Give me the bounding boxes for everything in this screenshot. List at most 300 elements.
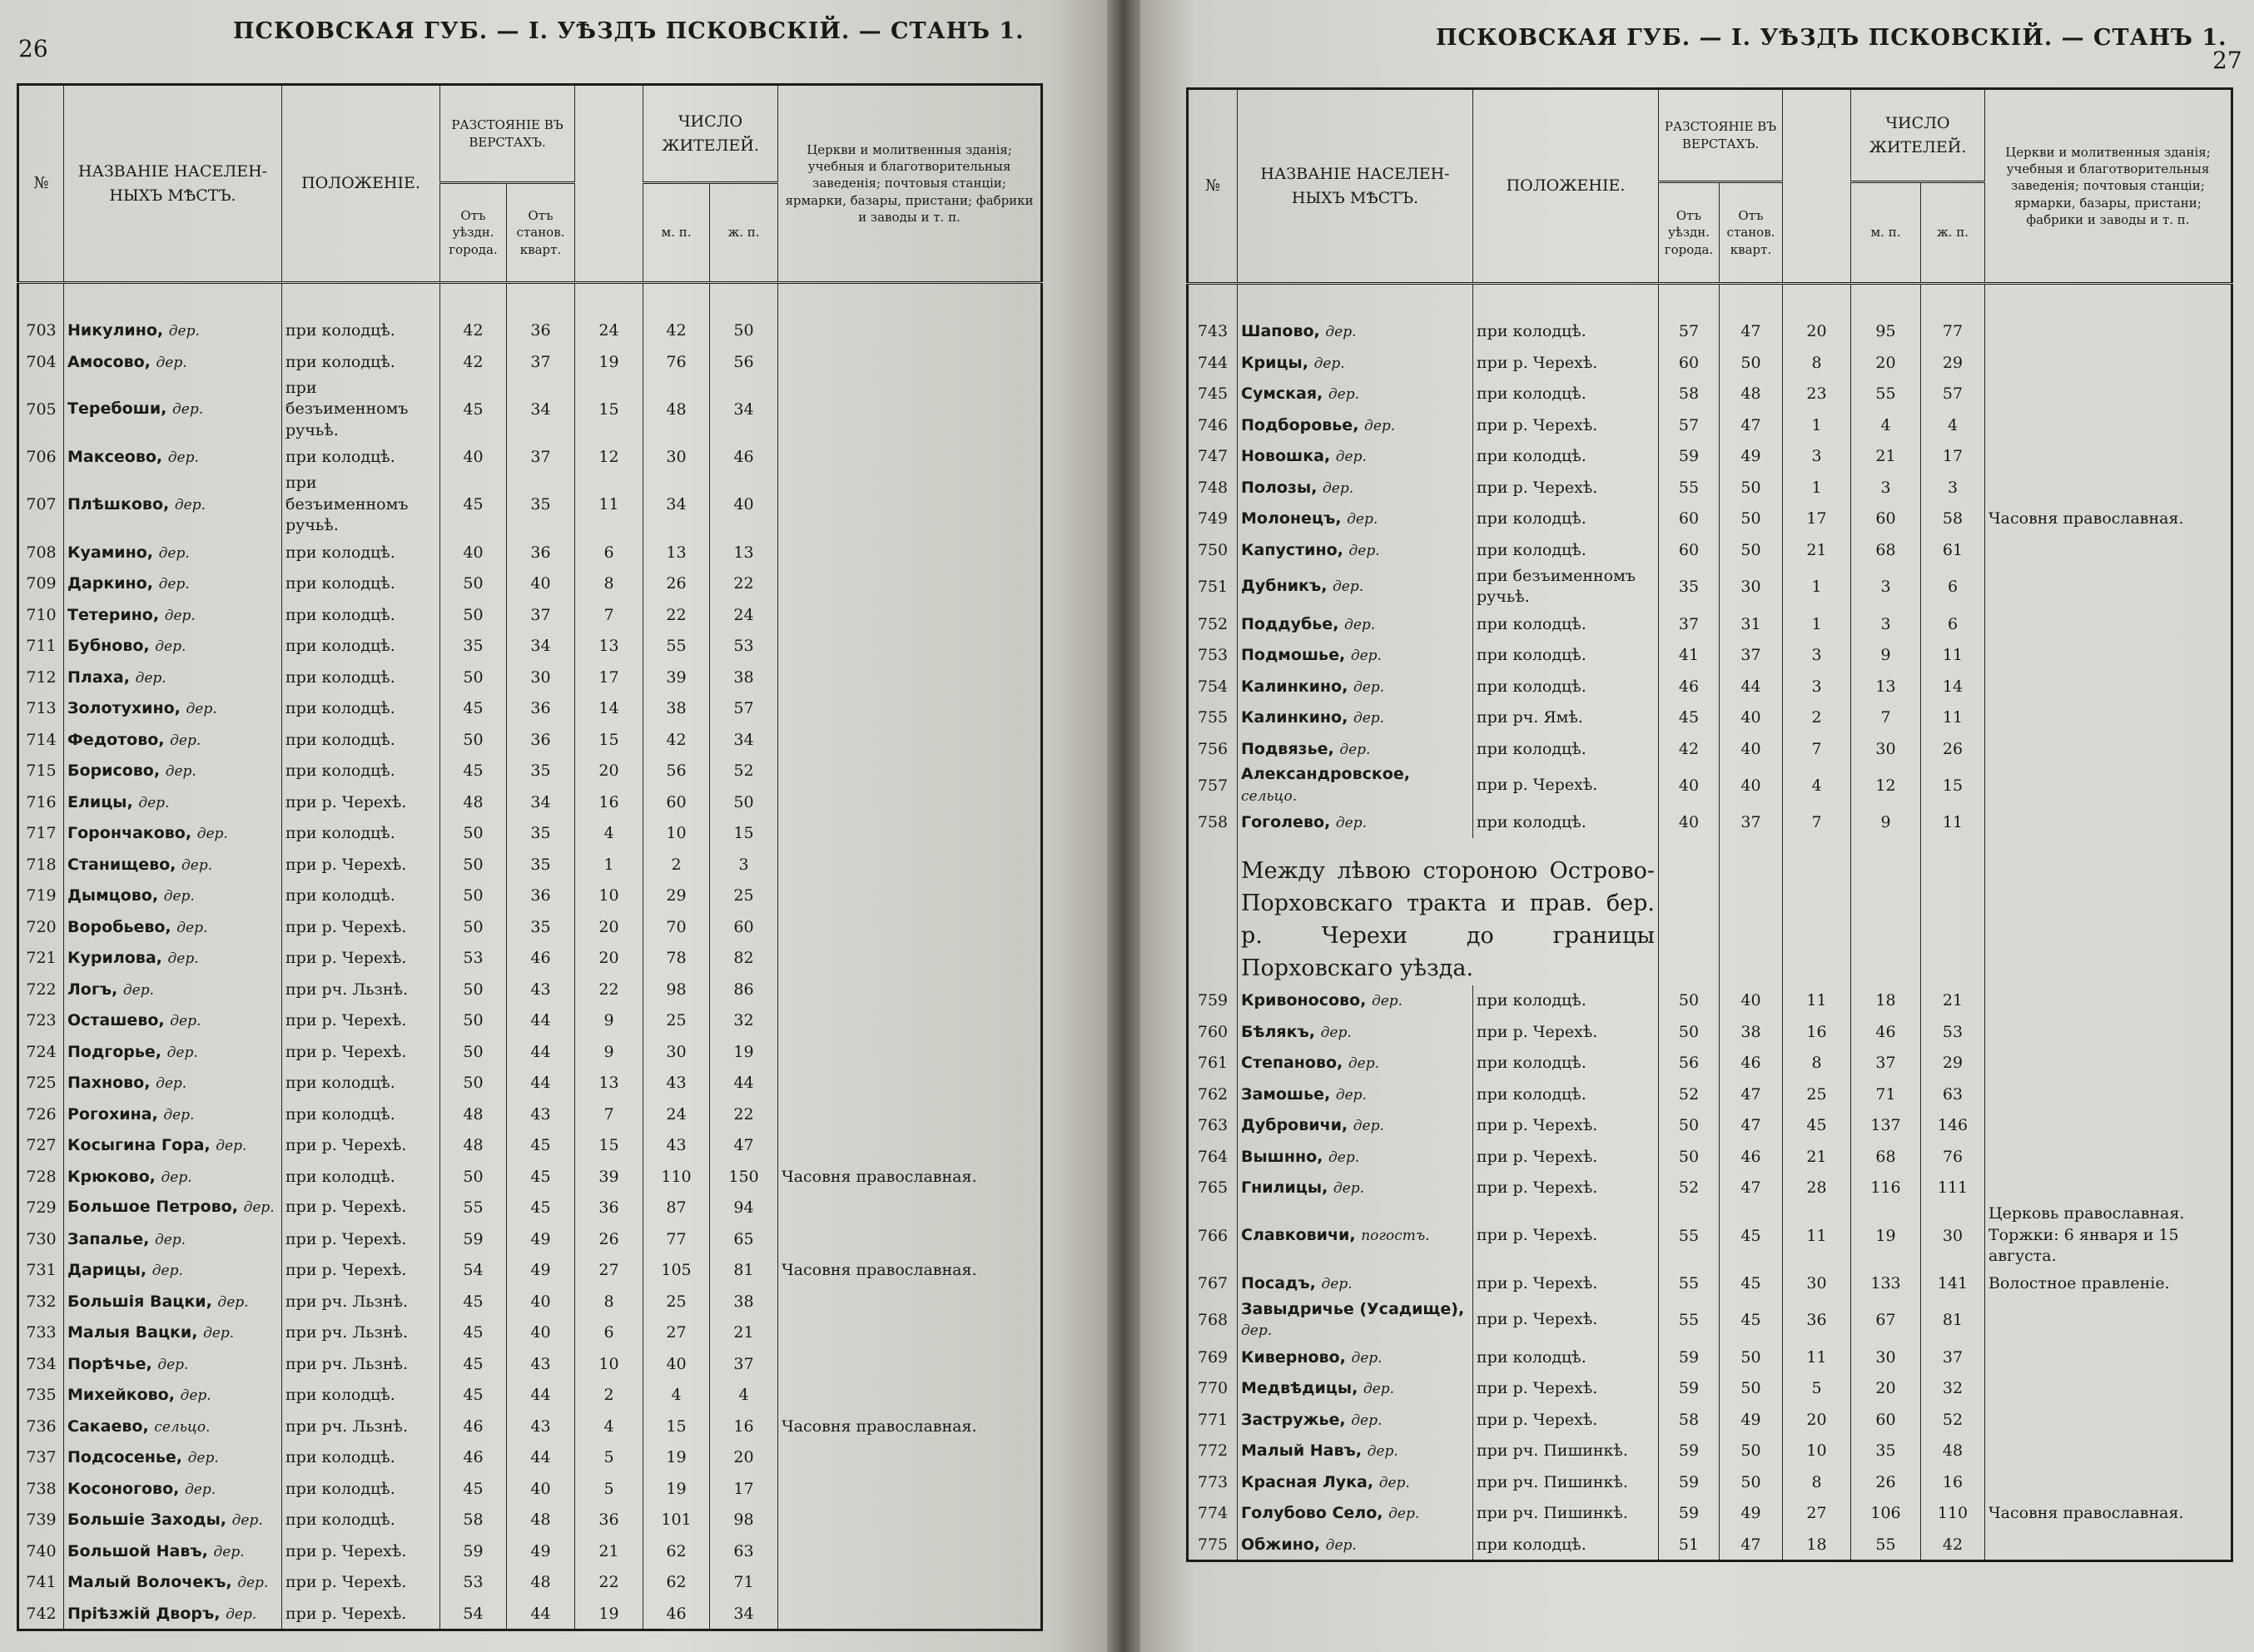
row-number: 764 xyxy=(1188,1141,1238,1173)
row-number: 713 xyxy=(18,692,64,724)
households-count: 7 xyxy=(575,1099,643,1130)
position-text: при колодцѣ. xyxy=(282,1379,440,1411)
households-count: 7 xyxy=(1783,807,1851,839)
row-number: 725 xyxy=(18,1067,64,1099)
households-count: 20 xyxy=(575,911,643,943)
place-name xyxy=(64,1411,282,1442)
row-number: 752 xyxy=(1188,608,1238,640)
distance-city: 42 xyxy=(1659,733,1720,765)
distance-city: 58 xyxy=(440,1504,507,1535)
place-name-text: Посадъ, xyxy=(1241,1273,1316,1292)
households-count: 39 xyxy=(575,1161,643,1193)
row-number: 709 xyxy=(18,568,64,599)
row-number: 760 xyxy=(1188,1016,1238,1048)
notes-text xyxy=(1985,1141,2232,1173)
households-count: 13 xyxy=(575,630,643,662)
row-number: 729 xyxy=(18,1192,64,1223)
male-count: 55 xyxy=(1851,379,1921,410)
distance-station: 47 xyxy=(1720,1173,1783,1204)
households-count: 22 xyxy=(575,1566,643,1598)
header-households xyxy=(1783,89,1851,284)
male-count: 68 xyxy=(1851,1141,1921,1173)
female-count: 15 xyxy=(1921,764,1985,806)
male-count: 77 xyxy=(643,1223,710,1255)
distance-city: 57 xyxy=(1659,316,1720,348)
female-count: 4 xyxy=(1921,409,1985,441)
row-number: 751 xyxy=(1188,566,1238,608)
place-kind: дер. xyxy=(187,1450,219,1467)
distance-station: 43 xyxy=(507,1099,575,1130)
households-count: 10 xyxy=(575,1348,643,1380)
place-name xyxy=(64,1161,282,1193)
distance-city: 50 xyxy=(1659,1141,1720,1173)
place-kind: дер. xyxy=(180,1387,211,1405)
distance-station: 40 xyxy=(1720,764,1783,806)
place-name xyxy=(1238,764,1473,806)
female-count: 6 xyxy=(1921,566,1985,608)
table-row xyxy=(1188,504,2232,535)
households-count: 16 xyxy=(1783,1016,1851,1048)
households-count: 5 xyxy=(575,1473,643,1505)
distance-station: 34 xyxy=(507,786,575,818)
place-name xyxy=(64,880,282,911)
place-name-text: Большія Вацки, xyxy=(67,1292,212,1311)
male-count: 30 xyxy=(643,1036,710,1068)
place-name xyxy=(1238,1299,1473,1342)
female-count: 111 xyxy=(1921,1173,1985,1204)
row-number: 754 xyxy=(1188,671,1238,702)
distance-station: 50 xyxy=(1720,1435,1783,1466)
female-count: 29 xyxy=(1921,347,1985,379)
female-count: 61 xyxy=(1921,534,1985,566)
households-count: 1 xyxy=(1783,608,1851,640)
position-text: при безъименномъ ручьѣ. xyxy=(1473,566,1659,608)
female-count: 11 xyxy=(1921,807,1985,839)
position-text: при колодцѣ. xyxy=(1473,807,1659,839)
distance-city: 48 xyxy=(440,1129,507,1161)
male-count: 43 xyxy=(643,1129,710,1161)
table-row xyxy=(1188,671,2232,702)
notes-text xyxy=(778,599,1042,631)
place-name-text: Подборовье, xyxy=(1241,415,1359,434)
row-number: 720 xyxy=(18,911,64,943)
male-count: 13 xyxy=(643,537,710,568)
place-kind: дер. xyxy=(1241,1322,1273,1340)
male-count: 12 xyxy=(1851,764,1921,806)
position-text: при колодцѣ. xyxy=(282,1161,440,1193)
place-name xyxy=(64,1067,282,1099)
female-count: 63 xyxy=(1921,1079,1985,1110)
place-kind: дер. xyxy=(1388,1506,1420,1523)
male-count: 21 xyxy=(1851,441,1921,473)
notes-text xyxy=(1985,534,2232,566)
households-count: 1 xyxy=(575,849,643,881)
table-row xyxy=(1188,639,2232,671)
place-kind: дер. xyxy=(167,449,199,467)
place-name-text: Борисово, xyxy=(67,762,161,781)
header-households xyxy=(575,85,643,283)
place-kind: дер. xyxy=(1353,1118,1384,1135)
notes-text xyxy=(778,346,1042,378)
place-name xyxy=(1238,1203,1473,1268)
place-kind: дер. xyxy=(174,496,206,513)
male-count: 105 xyxy=(643,1254,710,1286)
households-count: 1 xyxy=(1783,472,1851,504)
distance-city: 45 xyxy=(440,1348,507,1380)
distance-city: 55 xyxy=(1659,1203,1720,1268)
place-kind: дер. xyxy=(167,950,199,968)
table-row xyxy=(1188,1173,2232,1204)
place-name-text: Подсосенье, xyxy=(67,1448,183,1467)
distance-city: 55 xyxy=(1659,1299,1720,1342)
row-number: 715 xyxy=(18,755,64,786)
notes-text xyxy=(778,1099,1042,1130)
notes-text xyxy=(778,1473,1042,1505)
distance-city: 59 xyxy=(1659,1342,1720,1373)
distance-city: 50 xyxy=(440,1161,507,1193)
male-count: 62 xyxy=(643,1535,710,1567)
female-count: 21 xyxy=(710,1317,778,1348)
table-row xyxy=(1188,1110,2232,1142)
row-number: 769 xyxy=(1188,1342,1238,1373)
female-count: 110 xyxy=(1921,1497,1985,1529)
female-count: 98 xyxy=(710,1504,778,1535)
distance-station: 36 xyxy=(507,692,575,724)
place-name xyxy=(1238,1497,1473,1529)
distance-city: 46 xyxy=(440,1441,507,1473)
male-count: 110 xyxy=(643,1161,710,1193)
table-row xyxy=(18,1254,1042,1286)
distance-city: 45 xyxy=(1659,702,1720,733)
male-count: 71 xyxy=(1851,1079,1921,1110)
male-count: 19 xyxy=(1851,1203,1921,1268)
distance-city: 40 xyxy=(440,441,507,473)
female-count: 30 xyxy=(1921,1203,1985,1268)
row-number: 703 xyxy=(18,315,64,347)
distance-city: 55 xyxy=(1659,472,1720,504)
distance-station: 30 xyxy=(507,662,575,693)
notes-text xyxy=(1985,1299,2232,1342)
distance-station: 45 xyxy=(1720,1299,1783,1342)
male-count: 30 xyxy=(1851,733,1921,765)
table-row xyxy=(18,786,1042,818)
table-row xyxy=(1188,347,2232,379)
place-name-text: Рогохина, xyxy=(67,1104,158,1124)
notes-text: Церковь православная. Торжки: 6 января и 15 августа. xyxy=(1985,1203,2232,1268)
place-name xyxy=(64,378,282,442)
position-text: при рч. Пишинкѣ. xyxy=(1473,1435,1659,1466)
place-name-text: Логъ, xyxy=(67,980,118,999)
place-name xyxy=(64,1286,282,1317)
place-kind: дер. xyxy=(237,1575,269,1592)
position-text: при колодцѣ. xyxy=(282,755,440,786)
place-kind: дер. xyxy=(1353,678,1385,696)
place-name xyxy=(64,473,282,537)
notes-text xyxy=(778,849,1042,881)
male-count: 42 xyxy=(643,315,710,347)
male-count: 67 xyxy=(1851,1299,1921,1342)
distance-city: 40 xyxy=(440,537,507,568)
place-kind: дер. xyxy=(216,1138,247,1155)
position-text: при рч. Льзнѣ. xyxy=(282,1348,440,1380)
position-text: при р. Черехѣ. xyxy=(282,1535,440,1567)
female-count: 29 xyxy=(1921,1048,1985,1079)
header-number: № xyxy=(1188,89,1238,284)
row-number: 721 xyxy=(18,942,64,974)
table-row xyxy=(18,441,1042,473)
distance-station: 37 xyxy=(1720,639,1783,671)
header-distance: РАЗСТОЯНІЕ ВЪ ВЕРСТАХЪ. xyxy=(440,85,575,183)
place-name xyxy=(1238,409,1473,441)
place-name-text: Пахново, xyxy=(67,1074,151,1093)
distance-station: 35 xyxy=(507,473,575,537)
distance-city: 50 xyxy=(440,1067,507,1099)
households-count: 24 xyxy=(575,315,643,347)
place-name-text: Воробьево, xyxy=(67,917,171,936)
header-name: НАЗВАНІЕ НАСЕЛЕН- НЫХЪ МѢСТЪ. xyxy=(1238,89,1473,284)
place-name xyxy=(64,974,282,1005)
notes-text: Часовня православная. xyxy=(778,1411,1042,1442)
place-kind: дер. xyxy=(203,1325,235,1342)
table-row xyxy=(1188,764,2232,806)
distance-city: 50 xyxy=(440,817,507,849)
row-number: 765 xyxy=(1188,1173,1238,1204)
row-number: 753 xyxy=(1188,639,1238,671)
notes-text xyxy=(1985,1435,2232,1466)
row-number: 756 xyxy=(1188,733,1238,765)
row-number: 746 xyxy=(1188,409,1238,441)
place-name xyxy=(64,724,282,756)
section-row xyxy=(1188,838,2232,985)
distance-station: 49 xyxy=(507,1223,575,1255)
place-name-text: Даркино, xyxy=(67,574,153,593)
male-count: 19 xyxy=(643,1441,710,1473)
row-number: 749 xyxy=(1188,504,1238,535)
place-name xyxy=(1238,566,1473,608)
header-dist-station: Отъ станов. кварт. xyxy=(507,183,575,283)
table-row xyxy=(1188,566,2232,608)
distance-station: 46 xyxy=(1720,1048,1783,1079)
female-count: 53 xyxy=(1921,1016,1985,1048)
place-name xyxy=(64,599,282,631)
position-text: при колодцѣ. xyxy=(1473,1079,1659,1110)
table-row xyxy=(18,1566,1042,1598)
place-kind: дер. xyxy=(1378,1474,1410,1491)
position-text: при колодцѣ. xyxy=(1473,639,1659,671)
male-count: 25 xyxy=(643,1005,710,1036)
row-number: 711 xyxy=(18,630,64,662)
male-count: 48 xyxy=(643,378,710,442)
table-row xyxy=(18,1379,1042,1411)
female-count: 24 xyxy=(710,599,778,631)
table-row xyxy=(1188,1497,2232,1529)
female-count: 34 xyxy=(710,724,778,756)
table-row xyxy=(1188,472,2232,504)
table-row xyxy=(18,1317,1042,1348)
male-count: 106 xyxy=(1851,1497,1921,1529)
row-number: 704 xyxy=(18,346,64,378)
households-count: 15 xyxy=(575,1129,643,1161)
notes-text xyxy=(1985,1173,2232,1204)
notes-text xyxy=(778,1005,1042,1036)
distance-city: 59 xyxy=(1659,1435,1720,1466)
place-name-text: Золотухино, xyxy=(67,699,181,718)
row-number: 759 xyxy=(1188,985,1238,1017)
table-row xyxy=(18,1348,1042,1380)
section-heading: Между лѣвою стороною Острово-Порховскаго тракта и прав. бер. р. Черехи до границы Порховскаго уѣзда. xyxy=(1238,838,1659,985)
female-count: 146 xyxy=(1921,1110,1985,1142)
notes-text xyxy=(778,817,1042,849)
households-count: 20 xyxy=(575,942,643,974)
distance-station: 38 xyxy=(1720,1016,1783,1048)
distance-station: 36 xyxy=(507,537,575,568)
households-count: 21 xyxy=(575,1535,643,1567)
place-name xyxy=(64,1598,282,1630)
place-name xyxy=(64,1223,282,1255)
row-number: 772 xyxy=(1188,1435,1238,1466)
position-text: при колодцѣ. xyxy=(282,724,440,756)
position-text: при колодцѣ. xyxy=(282,662,440,693)
notes-text xyxy=(778,1535,1042,1567)
households-count: 11 xyxy=(1783,985,1851,1017)
notes-text xyxy=(778,473,1042,537)
distance-station: 31 xyxy=(1720,608,1783,640)
notes-text xyxy=(778,1286,1042,1317)
place-name-text: Бѣлякъ, xyxy=(1241,1022,1315,1041)
notes-text xyxy=(778,880,1042,911)
place-name-text: Малыя Вацки, xyxy=(67,1323,198,1342)
notes-text xyxy=(778,1348,1042,1380)
table-row xyxy=(18,1067,1042,1099)
notes-text xyxy=(778,441,1042,473)
distance-city: 54 xyxy=(440,1598,507,1630)
table-row xyxy=(1188,702,2232,733)
table-row xyxy=(18,1504,1042,1535)
place-kind: дер. xyxy=(135,669,166,687)
place-name-text: Степаново, xyxy=(1241,1054,1343,1073)
distance-city: 50 xyxy=(1659,1016,1720,1048)
place-name xyxy=(64,911,282,943)
row-number: 708 xyxy=(18,537,64,568)
place-name-text: Горончаково, xyxy=(67,824,192,843)
position-text: при рч. Льзнѣ. xyxy=(282,974,440,1005)
male-count: 26 xyxy=(643,568,710,599)
distance-city: 50 xyxy=(440,880,507,911)
place-kind: дер. xyxy=(1350,647,1382,665)
male-count: 7 xyxy=(1851,702,1921,733)
distance-city: 56 xyxy=(1659,1048,1720,1079)
row-number: 757 xyxy=(1188,764,1238,806)
distance-city: 59 xyxy=(1659,441,1720,473)
distance-city: 55 xyxy=(1659,1268,1720,1299)
place-name xyxy=(1238,441,1473,473)
place-name xyxy=(1238,733,1473,765)
place-kind: дер. xyxy=(1321,1275,1353,1292)
header-male: м. п. xyxy=(643,183,710,283)
distance-city: 60 xyxy=(1659,504,1720,535)
households-count: 10 xyxy=(575,880,643,911)
male-count: 62 xyxy=(643,1566,710,1598)
distance-station: 50 xyxy=(1720,504,1783,535)
distance-station: 44 xyxy=(1720,671,1783,702)
distance-city: 59 xyxy=(440,1223,507,1255)
row-number: 730 xyxy=(18,1223,64,1255)
place-name-text: Полозы, xyxy=(1241,478,1318,497)
row-number: 732 xyxy=(18,1286,64,1317)
distance-station: 48 xyxy=(507,1504,575,1535)
row-number: 740 xyxy=(18,1535,64,1567)
notes-text xyxy=(778,1379,1042,1411)
distance-city: 45 xyxy=(440,1379,507,1411)
male-count: 10 xyxy=(643,817,710,849)
place-name xyxy=(64,1254,282,1286)
table-row xyxy=(18,662,1042,693)
place-name xyxy=(64,1099,282,1130)
table-row xyxy=(18,817,1042,849)
position-text: при колодцѣ. xyxy=(1473,504,1659,535)
table-row xyxy=(18,755,1042,786)
page-number: 26 xyxy=(18,35,48,62)
table-row xyxy=(1188,316,2232,348)
distance-city: 52 xyxy=(1659,1079,1720,1110)
place-kind: дер. xyxy=(217,1293,249,1311)
row-number: 717 xyxy=(18,817,64,849)
female-count: 6 xyxy=(1921,608,1985,640)
female-count: 44 xyxy=(710,1067,778,1099)
distance-city: 48 xyxy=(440,1099,507,1130)
households-count: 19 xyxy=(575,346,643,378)
place-kind: дер. xyxy=(165,763,196,781)
distance-station: 34 xyxy=(507,630,575,662)
position-text: при колодцѣ. xyxy=(282,1067,440,1099)
place-name xyxy=(64,692,282,724)
place-name-text: Шапово, xyxy=(1241,322,1320,341)
place-name-text: Молонецъ, xyxy=(1241,509,1342,528)
distance-station: 47 xyxy=(1720,1110,1783,1142)
female-count: 141 xyxy=(1921,1268,1985,1299)
notes-text xyxy=(1985,733,2232,765)
table-row xyxy=(18,599,1042,631)
female-count: 3 xyxy=(710,849,778,881)
place-name xyxy=(64,817,282,849)
distance-city: 46 xyxy=(440,1411,507,1442)
households-count: 16 xyxy=(575,786,643,818)
distance-city: 50 xyxy=(440,662,507,693)
table-row xyxy=(1188,409,2232,441)
position-text: при колодцѣ. xyxy=(282,1099,440,1130)
table-row xyxy=(18,1192,1042,1223)
notes-text xyxy=(778,1192,1042,1223)
place-name-text: Станищево, xyxy=(67,855,176,874)
notes-text xyxy=(778,1129,1042,1161)
place-kind: дер. xyxy=(1348,542,1380,559)
notes-text xyxy=(778,537,1042,568)
row-number: 731 xyxy=(18,1254,64,1286)
distance-city: 45 xyxy=(440,1286,507,1317)
place-kind: дер. xyxy=(1371,993,1403,1010)
book-gutter xyxy=(1107,0,1140,1652)
place-name-text: Елицы, xyxy=(67,792,133,811)
place-name xyxy=(1238,1079,1473,1110)
female-count: 37 xyxy=(710,1348,778,1380)
distance-city: 53 xyxy=(440,942,507,974)
distance-city: 50 xyxy=(440,1005,507,1036)
header-position: ПОЛОЖЕНІЕ. xyxy=(282,85,440,283)
households-count: 17 xyxy=(575,662,643,693)
male-count: 34 xyxy=(643,473,710,537)
place-kind: дер. xyxy=(163,888,195,905)
place-kind: дер. xyxy=(243,1199,275,1217)
